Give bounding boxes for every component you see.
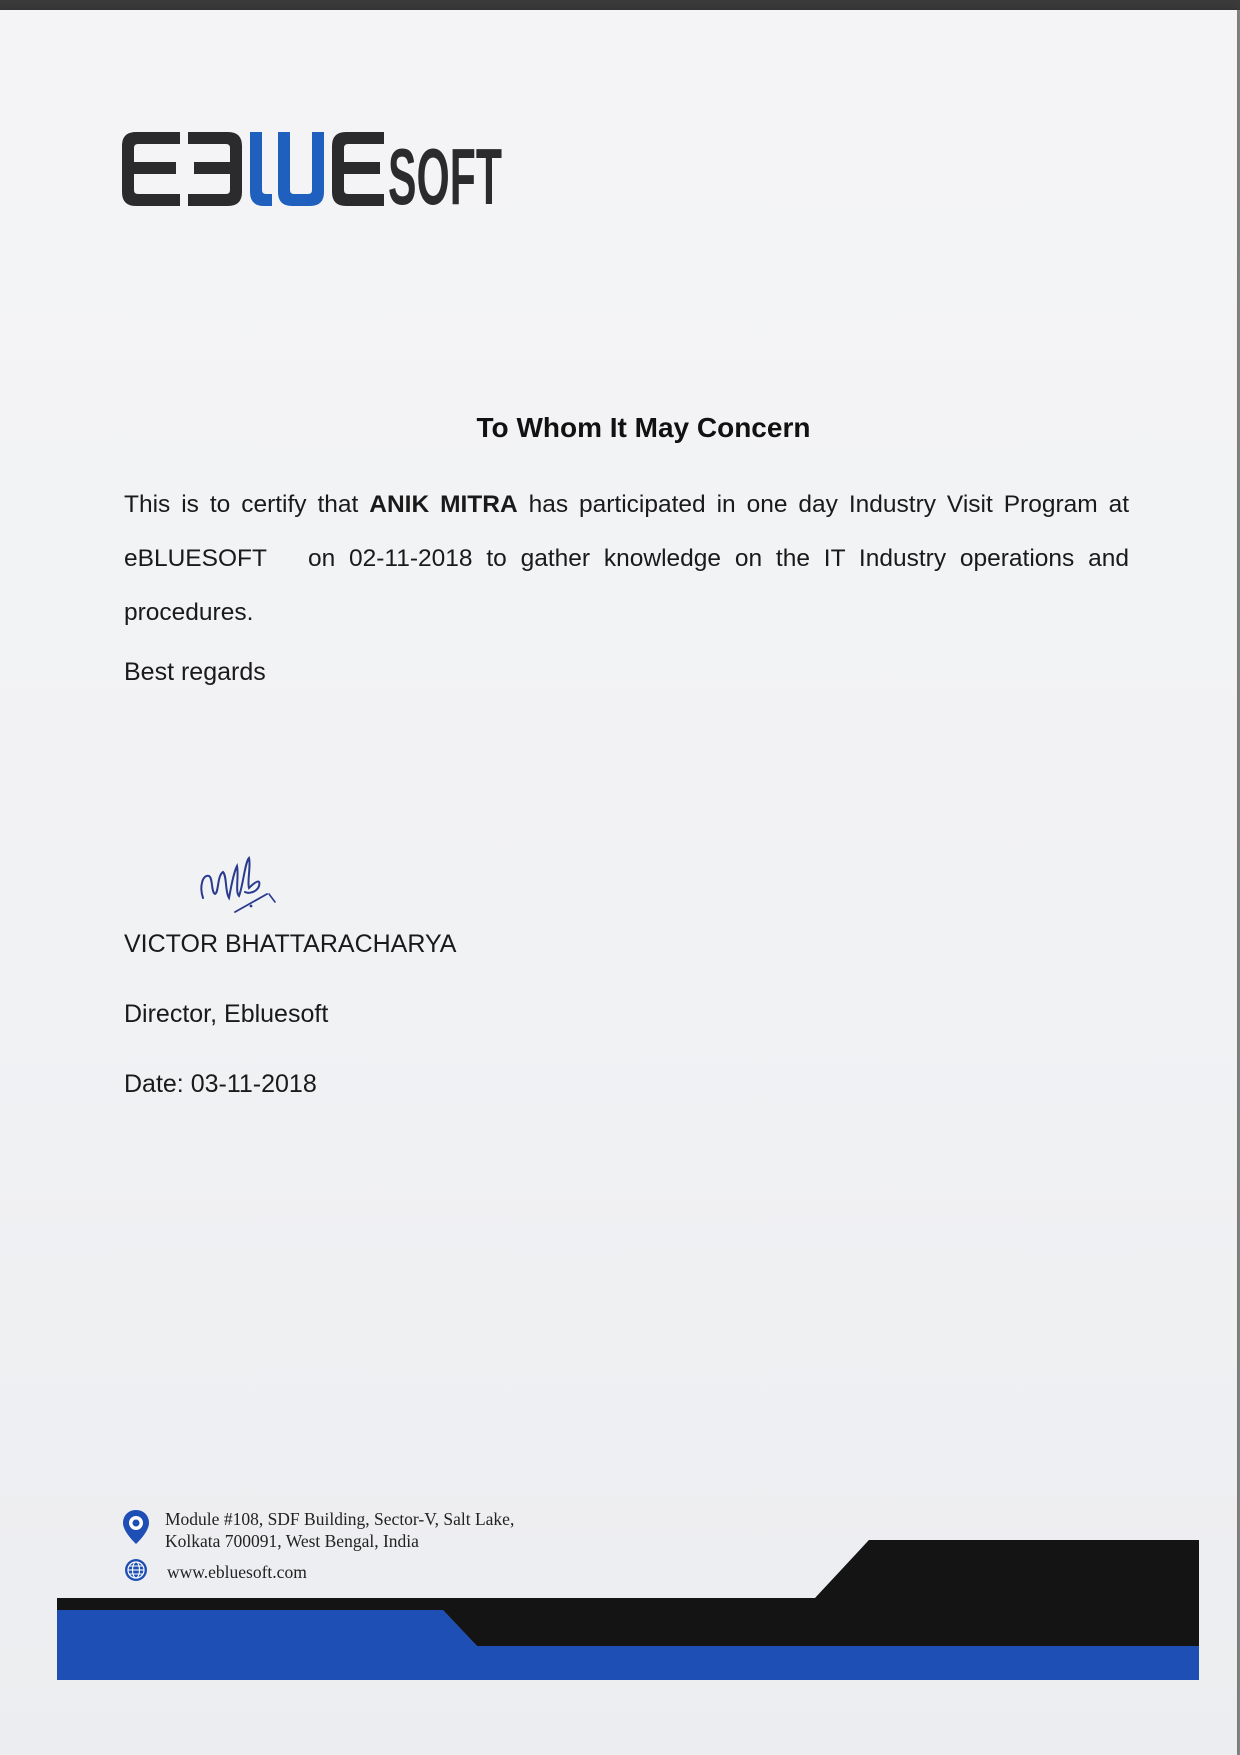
signature-image [195,836,295,916]
logo-suffix: SOFT [388,132,503,221]
letter-date: Date: 03-11-2018 [124,1070,317,1098]
body-line-1 [124,478,1129,532]
body-line-3: procedures. [124,599,254,626]
body-line-1-prefix: This is to certify that [124,491,370,518]
page-top-edge [0,0,1240,10]
letter-body [124,478,1129,640]
footer-website: www.ebluesoft.com [167,1562,307,1582]
letter-heading: To Whom It May Concern [476,412,811,443]
signatory-name: VICTOR BHATTARACHARYA [124,930,457,958]
closing-text: Best regards [124,658,266,686]
address-line-2: Kolkata 700091, West Bengal, India [165,1531,419,1551]
company-logo [122,132,503,221]
participant-name: ANIK MITRA [369,491,518,518]
footer-decorative-band [57,1540,1199,1675]
body-line-1-suffix: has participated in one day Industry Visit Program at [517,491,1129,518]
address-line-1: Module #108, SDF Building, Sector-V, Salt Lake, [165,1509,515,1529]
letter-page [0,10,1237,1755]
signatory-title: Director, Ebluesoft [124,1000,329,1028]
body-line-2: eBLUESOFT on 02-11-2018 to gather knowledge on the IT Industry operations and [124,545,1129,572]
